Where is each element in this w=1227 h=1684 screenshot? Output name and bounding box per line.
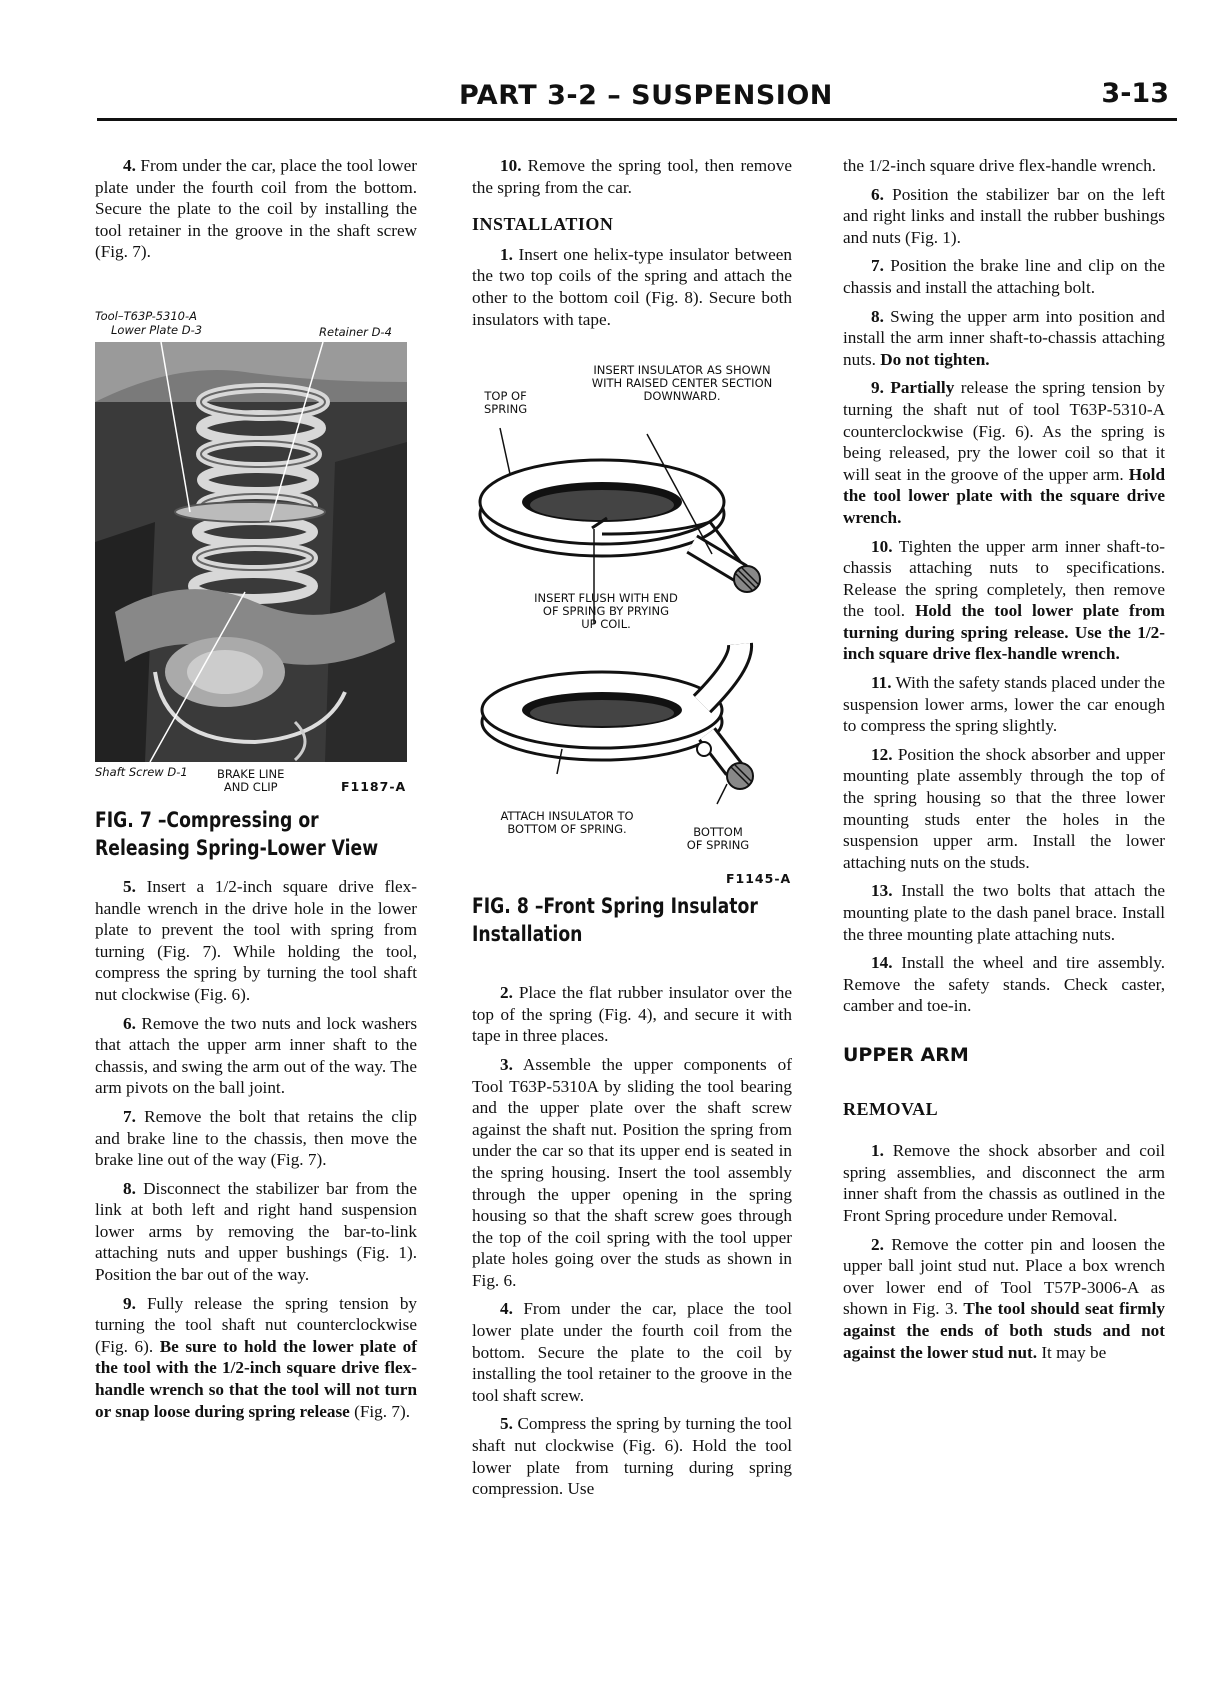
step-number: 4. bbox=[500, 1299, 513, 1319]
step-text: Install the wheel and tire assembly. Remove the safety stands. Check caster, camber and toe-in. bbox=[843, 953, 1165, 1016]
fig7-label-shaft-screw: Shaft Screw D-1 bbox=[95, 764, 188, 779]
step-text: Insert a 1/2-inch square drive flex-handle wrench in the drive hole in the lower plate to prevent the tool with spring from turning (Fig. 7). While holding the tool, compress the spring by turning the tool shaft nut clockwise (Fig. 6). bbox=[95, 876, 417, 1004]
step-text: Insert one helix-type insulator between the two top coils of the spring and attach the other to the bottom coil (Fig. 8). Secure both insulators with tape. bbox=[472, 244, 793, 329]
paragraph-removal-1 bbox=[843, 1140, 1165, 1226]
step-text: Place the flat rubber insulator over the top of the spring (Fig. 4), and secure it with tape in three places. bbox=[472, 983, 792, 1046]
paragraph-install-1 bbox=[472, 244, 792, 330]
step-number: 6. bbox=[871, 184, 884, 204]
step-number: 2. bbox=[500, 983, 513, 1003]
fig8-label-attach-line: ATTACH INSULATOR TO bbox=[500, 809, 634, 824]
paragraph-step-9 bbox=[95, 1293, 417, 1423]
page-title: PART 3-2 – SUSPENSION bbox=[459, 80, 833, 111]
fig7-label-retainer: Retainer D-4 bbox=[319, 324, 392, 339]
fig8-label-insert bbox=[572, 364, 792, 403]
paragraph-removal-2 bbox=[843, 1234, 1165, 1364]
fig8-label-insert-line: WITH RAISED CENTER SECTION bbox=[591, 376, 773, 391]
fig8-label-bottom bbox=[678, 826, 758, 852]
fig7-brake-line-text: BRAKE LINE bbox=[217, 766, 285, 781]
step-warning: Partially bbox=[890, 378, 955, 398]
fig8-caption-line-1: FIG. 8 –Front Spring Insulator bbox=[472, 894, 758, 919]
step-warning: Hold the tool lower plate with the square drive wrench. bbox=[843, 464, 1165, 527]
fig8-label-attach-line: BOTTOM OF SPRING. bbox=[507, 822, 627, 837]
paragraph-install-11 bbox=[843, 672, 1165, 737]
column-1 bbox=[95, 155, 417, 1429]
step-warning: Do not tighten. bbox=[880, 349, 990, 369]
step-warning: Be sure to hold the lower plate of the tool with the 1/2-inch square drive flex-handle wrench so that the tool will not turn or snap loose during spring release bbox=[95, 1336, 418, 1421]
fig8-label-attach bbox=[482, 810, 652, 836]
step-number: 6. bbox=[123, 1013, 136, 1033]
step-number: 5. bbox=[500, 1414, 513, 1434]
step-number: 9. bbox=[871, 378, 884, 398]
fig7-code: F1187-A bbox=[341, 778, 407, 794]
step-text: Remove the bolt that retains the clip and brake line to the chassis, then move the brake line out of the way (Fig. 7). bbox=[95, 1106, 417, 1170]
fig8-label-flush-line: UP COIL. bbox=[581, 617, 631, 632]
page-header bbox=[97, 78, 1177, 121]
paragraph-install-5 bbox=[472, 1413, 792, 1499]
section-heading-removal: REMOVAL bbox=[843, 1098, 939, 1119]
paragraph-install-13 bbox=[843, 880, 1165, 945]
fig7-label-lower-plate: Lower Plate D-3 bbox=[111, 322, 203, 337]
fig7-label-brake-line bbox=[217, 768, 284, 794]
paragraph-install-8 bbox=[843, 306, 1165, 371]
step-text: (Fig. 7). bbox=[349, 1401, 410, 1421]
step-text: Swing the upper arm into position and install the arm inner shaft-to-chassis attaching nuts. bbox=[843, 306, 1166, 369]
fig7-caption-line-1: FIG. 7 –Compressing or bbox=[95, 807, 319, 832]
column-2 bbox=[472, 155, 792, 1507]
paragraph-install-4 bbox=[472, 1298, 792, 1406]
step-number: 3. bbox=[500, 1054, 513, 1074]
fig8-label-insert-line: INSERT INSULATOR AS SHOWN bbox=[593, 363, 771, 378]
step-text: the 1/2-inch square drive flex-handle wrench. bbox=[843, 156, 1157, 175]
step-text: Assemble the upper components of Tool T63P-5310A by sliding the tool bearing and the upper plate over the shaft screw against the shaft nut. Position the spring from under the car so that its upper end is seated in the spring housing. Insert the tool assembly through the upper opening in the spring housing so that the shaft screw goes through the top of the coil spring with the tool upper plate holes going over the studs as shown in Fig. 6. bbox=[472, 1054, 792, 1290]
paragraph-install-14 bbox=[843, 952, 1165, 1017]
paragraph-install-9 bbox=[843, 377, 1165, 528]
figure-7 bbox=[95, 298, 417, 806]
step-number: 7. bbox=[123, 1106, 136, 1126]
step-text: With the safety stands placed under the suspension lower arms, lower the car enough to compress the spring slightly. bbox=[843, 673, 1165, 736]
step-text: Position the stabilizer bar on the left and right links and install the rubber bushings and nuts (Fig. 1). bbox=[843, 184, 1165, 247]
step-number: 2. bbox=[871, 1234, 884, 1254]
paragraph-continued bbox=[843, 155, 1165, 177]
section-heading-installation: INSTALLATION bbox=[472, 214, 614, 235]
step-number: 10. bbox=[871, 536, 893, 556]
step-text: Compress the spring by turning the tool shaft nut clockwise (Fig. 6). Hold the tool lower plate from turning during spring compression. Use bbox=[472, 1414, 792, 1499]
step-text: Disconnect the stabilizer bar from the link at both left and right hand suspension lower arms by removing the bar-to-link attaching nuts and upper bushings (Fig. 1). Position the bar out of the way. bbox=[95, 1178, 418, 1285]
paragraph-install-6 bbox=[843, 184, 1165, 249]
fig8-label-top-line: SPRING bbox=[484, 402, 528, 417]
paragraph-step-10 bbox=[472, 155, 792, 198]
step-number: 13. bbox=[871, 881, 893, 901]
fig7-clip-text: AND CLIP bbox=[223, 779, 278, 794]
fig7-caption bbox=[95, 806, 439, 862]
step-text: From under the car, place the tool lower plate under the fourth coil from the bottom. Secure the plate to the coil by installing the tool retainer to the groove in the tool shaft screw. bbox=[472, 1299, 792, 1405]
fig7-label-tool: Tool–T63P-5310-A bbox=[95, 308, 198, 323]
step-text: Tighten the upper arm inner shaft-to-chassis attaching nuts to specifications. Release the spring completely, then remove the tool. bbox=[843, 536, 1165, 621]
step-warning: Hold the tool lower plate from turning during spring release. Use the 1/2-inch square drive flex-handle wrench. bbox=[843, 601, 1165, 664]
paragraph-install-7 bbox=[843, 255, 1165, 298]
paragraph-step-6 bbox=[95, 1013, 417, 1099]
step-number: 8. bbox=[123, 1178, 136, 1198]
step-number: 14. bbox=[871, 953, 893, 973]
step-warning: The tool should seat firmly against the ends of both studs and not against the lower stud nut. bbox=[843, 1299, 1165, 1362]
step-text: Position the shock absorber and upper mounting plate assembly through the top of the spring housing so that the three lower mounting studs enter the holes in the suspension upper arm. Install the lower attaching nuts on the studs. bbox=[843, 744, 1166, 872]
step-text: Fully release the spring tension by turning the tool shaft nut counterclockwise (Fig. 6). bbox=[95, 1293, 418, 1356]
fig7-caption-line-2: Releasing Spring-Lower View bbox=[95, 835, 379, 860]
step-text: Remove the two nuts and lock washers that attach the upper arm inner shaft to the chassis, and swing the arm out of the way. The arm pivots on the ball joint. bbox=[95, 1013, 418, 1098]
step-text: Remove the cotter pin and loosen the upper ball joint stud nut. Place a box wrench over lower end of Tool T57P-3006-A as shown in Fig. 3. bbox=[843, 1234, 1165, 1319]
fig8-caption bbox=[472, 892, 816, 948]
section-heading-upper-arm: UPPER ARM bbox=[843, 1043, 969, 1066]
paragraph-step-4 bbox=[95, 155, 417, 263]
step-number: 4. bbox=[123, 156, 136, 175]
column-3 bbox=[843, 155, 1165, 1370]
fig8-label-flush bbox=[526, 592, 686, 631]
fig8-label-insert-line: DOWNWARD. bbox=[643, 389, 721, 404]
fig8-label-top-line: TOP OF bbox=[484, 389, 527, 404]
step-number: 5. bbox=[123, 876, 136, 896]
step-number: 9. bbox=[123, 1293, 136, 1313]
fig8-label-flush-line: OF SPRING BY PRYING bbox=[542, 604, 670, 619]
step-text: Remove the spring tool, then remove the spring from the car. bbox=[472, 156, 792, 197]
step-number: 1. bbox=[500, 244, 513, 264]
fig8-label-bottom-line: BOTTOM bbox=[693, 825, 743, 840]
step-text: Install the two bolts that attach the mounting plate to the dash panel brace. Install the three mounting plate attaching nuts. bbox=[843, 881, 1166, 944]
paragraph-install-2 bbox=[472, 982, 792, 1047]
step-number: 11. bbox=[871, 673, 892, 693]
paragraph-step-8 bbox=[95, 1178, 417, 1286]
step-text: It may be bbox=[1037, 1342, 1107, 1362]
step-text: Remove the shock absorber and coil spring assemblies, and disconnect the arm inner shaft from the chassis as outlined in the Front Spring procedure under Removal. bbox=[843, 1141, 1165, 1225]
step-text: Position the brake line and clip on the chassis and install the attaching bolt. bbox=[843, 256, 1166, 297]
paragraph-step-7 bbox=[95, 1106, 417, 1171]
fig8-code: F1145-A bbox=[726, 871, 792, 887]
paragraph-install-12 bbox=[843, 744, 1165, 874]
figure-8 bbox=[472, 364, 792, 892]
step-number: 12. bbox=[871, 744, 893, 764]
fig7-photo bbox=[95, 342, 407, 762]
step-number: 1. bbox=[871, 1141, 884, 1161]
fig8-label-bottom-line: OF SPRING bbox=[686, 838, 750, 853]
step-text: From under the car, place the tool lower plate under the fourth coil from the bottom. Secure the plate to the coil by installing the tool retainer in the groove in the shaft screw (Fig. 7). bbox=[95, 156, 418, 262]
page-number: 3-13 bbox=[1101, 78, 1169, 109]
step-number: 8. bbox=[871, 306, 884, 326]
step-number: 7. bbox=[871, 256, 884, 276]
paragraph-step-5 bbox=[95, 876, 417, 1006]
step-text: release the spring tension by turning the shaft nut of tool T63P-5310-A counterclockwise (Fig. 6). As the spring is being released, pry the lower coil so that it will seat in the groove of the upper arm. bbox=[843, 378, 1165, 484]
fig8-caption-line-2: Installation bbox=[472, 922, 583, 947]
paragraph-install-10 bbox=[843, 536, 1165, 666]
fig8-label-flush-line: INSERT FLUSH WITH END bbox=[534, 591, 678, 606]
paragraph-install-3 bbox=[472, 1054, 792, 1292]
step-number: 10. bbox=[500, 156, 522, 175]
